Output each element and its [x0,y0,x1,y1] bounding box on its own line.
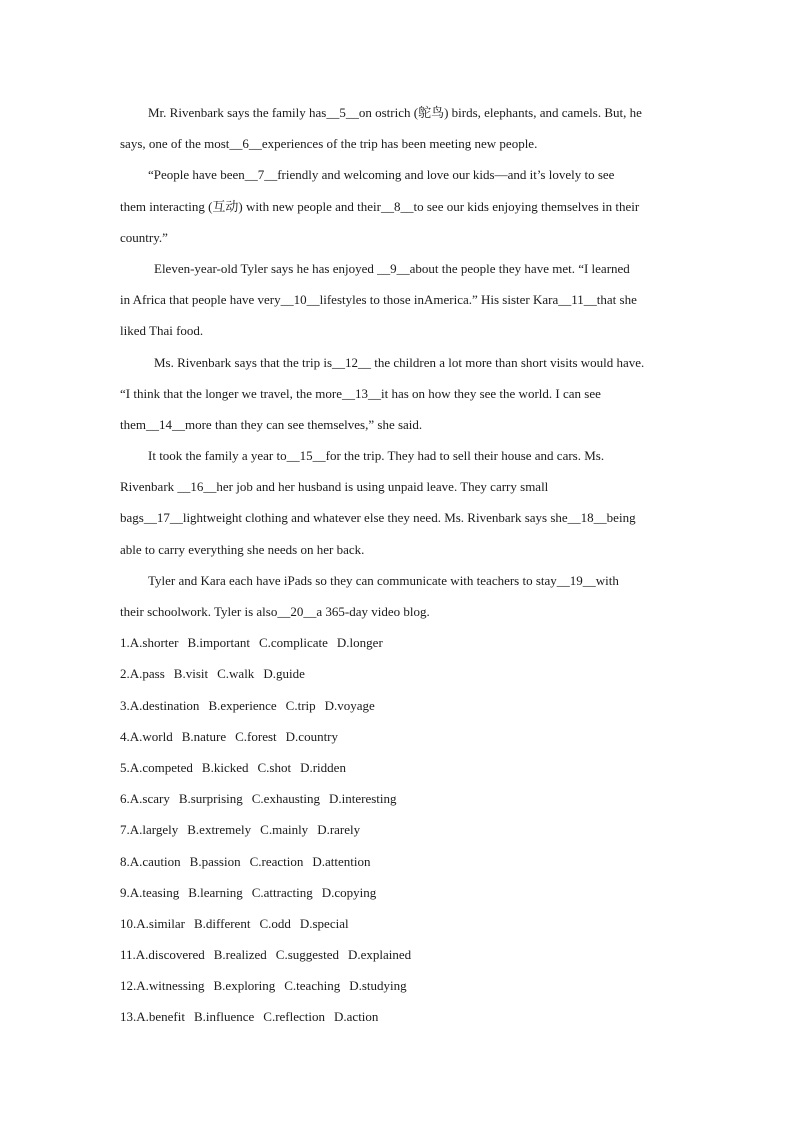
option-choice: B.surprising [178,791,243,807]
document-page [120,97,680,1033]
question-options [120,1001,680,1032]
passage-line: country.” [120,229,168,245]
question-options [120,752,680,783]
passage-line: “People have been__7__friendly and welcoming and love our kids—and it’s lovely to see [148,167,615,183]
option-choice: 8.A.caution [120,853,181,869]
question-options [120,846,680,877]
option-choice: 6.A.scary [120,791,170,807]
option-choice: C.exhausting [251,791,320,807]
option-choice: C.trip [285,697,316,713]
option-choice: C.mainly [260,822,309,838]
option-choice: B.different [194,915,251,931]
option-choice: C.shot [257,759,292,775]
option-choice: C.suggested [275,947,339,963]
option-choice: D.country [285,728,339,744]
option-choice: D.copying [321,884,377,900]
passage-line: in Africa that people have very__10__lifestyles to those inAmerica.” His sister Kara__11__that she [120,292,637,308]
option-choice: C.reaction [249,853,304,869]
question-options [120,814,680,845]
passage-line: Rivenbark __16__her job and her husband is using unpaid leave. They carry small [120,479,549,495]
question-options [120,908,680,939]
option-choice: C.attracting [251,884,313,900]
option-choice: 7.A.largely [120,822,179,838]
option-choice: 3.A.destination [120,697,200,713]
option-choice: D.explained [347,947,412,963]
question-options [120,690,680,721]
passage-line: them__14__more than they can see themselves,” she said. [120,416,423,432]
option-choice: D.studying [349,978,407,994]
option-choice: 4.A.world [120,728,173,744]
option-choice: B.influence [193,1009,255,1025]
option-choice: 10.A.similar [120,915,185,931]
option-choice: D.attention [312,853,371,869]
question-options [120,721,680,752]
passage-line: liked Thai food. [120,323,204,339]
option-choice: D.rarely [317,822,361,838]
option-choice: B.extremely [187,822,252,838]
question-options [120,939,680,970]
option-choice: D.interesting [329,791,397,807]
option-choice: D.voyage [324,697,375,713]
option-choice: D.guide [263,666,305,682]
option-choice: 1.A.shorter [120,635,179,651]
option-choice: C.reflection [263,1009,326,1025]
option-choice: D.ridden [300,759,346,775]
passage-line: It took the family a year to__15__for the trip. They had to sell their house and cars. Ms. [148,448,605,464]
options-list [120,627,680,1032]
option-choice: C.forest [235,728,277,744]
option-choice: 12.A.witnessing [120,978,205,994]
passage-line: Tyler and Kara each have iPads so they can communicate with teachers to stay__19__with [148,572,619,588]
question-options [120,658,680,689]
option-choice: B.realized [213,947,267,963]
passage-line: Eleven-year-old Tyler says he has enjoyed __9__about the people they have met. “I learned [154,260,630,276]
option-choice: B.kicked [201,759,249,775]
option-choice: B.visit [173,666,209,682]
passage-line: able to carry everything she needs on her back. [120,541,365,557]
question-options [120,627,680,658]
passage-line: says, one of the most__6__experiences of the trip has been meeting new people. [120,136,538,152]
option-choice: 2.A.pass [120,666,165,682]
option-choice: D.longer [336,635,383,651]
option-choice: 5.A.competed [120,759,193,775]
option-choice: C.complicate [258,635,328,651]
option-choice: D.action [334,1009,379,1025]
question-options [120,877,680,908]
passage-line: their schoolwork. Tyler is also__20__a 365-day video blog. [120,604,430,619]
option-choice: B.important [187,635,250,651]
option-choice: C.walk [217,666,255,682]
option-choice: 13.A.benefit [120,1009,185,1025]
option-choice: B.passion [189,853,241,869]
passage-line: “I think that the longer we travel, the more__13__it has on how they see the world. I can see [120,385,601,401]
passage [120,97,680,627]
option-choice: B.experience [208,697,277,713]
passage-line: Ms. Rivenbark says that the trip is__12__ the children a lot more than short visits would have. [154,354,645,370]
passage-line: bags__17__lightweight clothing and whatever else they need. Ms. Rivenbark says she__18__being [120,510,636,526]
option-choice: B.exploring [213,978,276,994]
passage-line: them interacting (互动) with new people and their__8__to see our kids enjoying themselves in their [120,198,640,214]
option-choice: D.special [299,915,349,931]
option-choice: 9.A.teasing [120,884,180,900]
passage-line: Mr. Rivenbark says the family has__5__on ostrich (鸵鸟) birds, elephants, and camels. But, he [148,105,642,120]
option-choice: 11.A.discovered [120,947,205,963]
question-options [120,783,680,814]
option-choice: B.learning [188,884,243,900]
option-choice: C.teaching [284,978,341,994]
question-options [120,970,680,1001]
option-choice: C.odd [259,915,291,931]
option-choice: B.nature [181,728,227,744]
